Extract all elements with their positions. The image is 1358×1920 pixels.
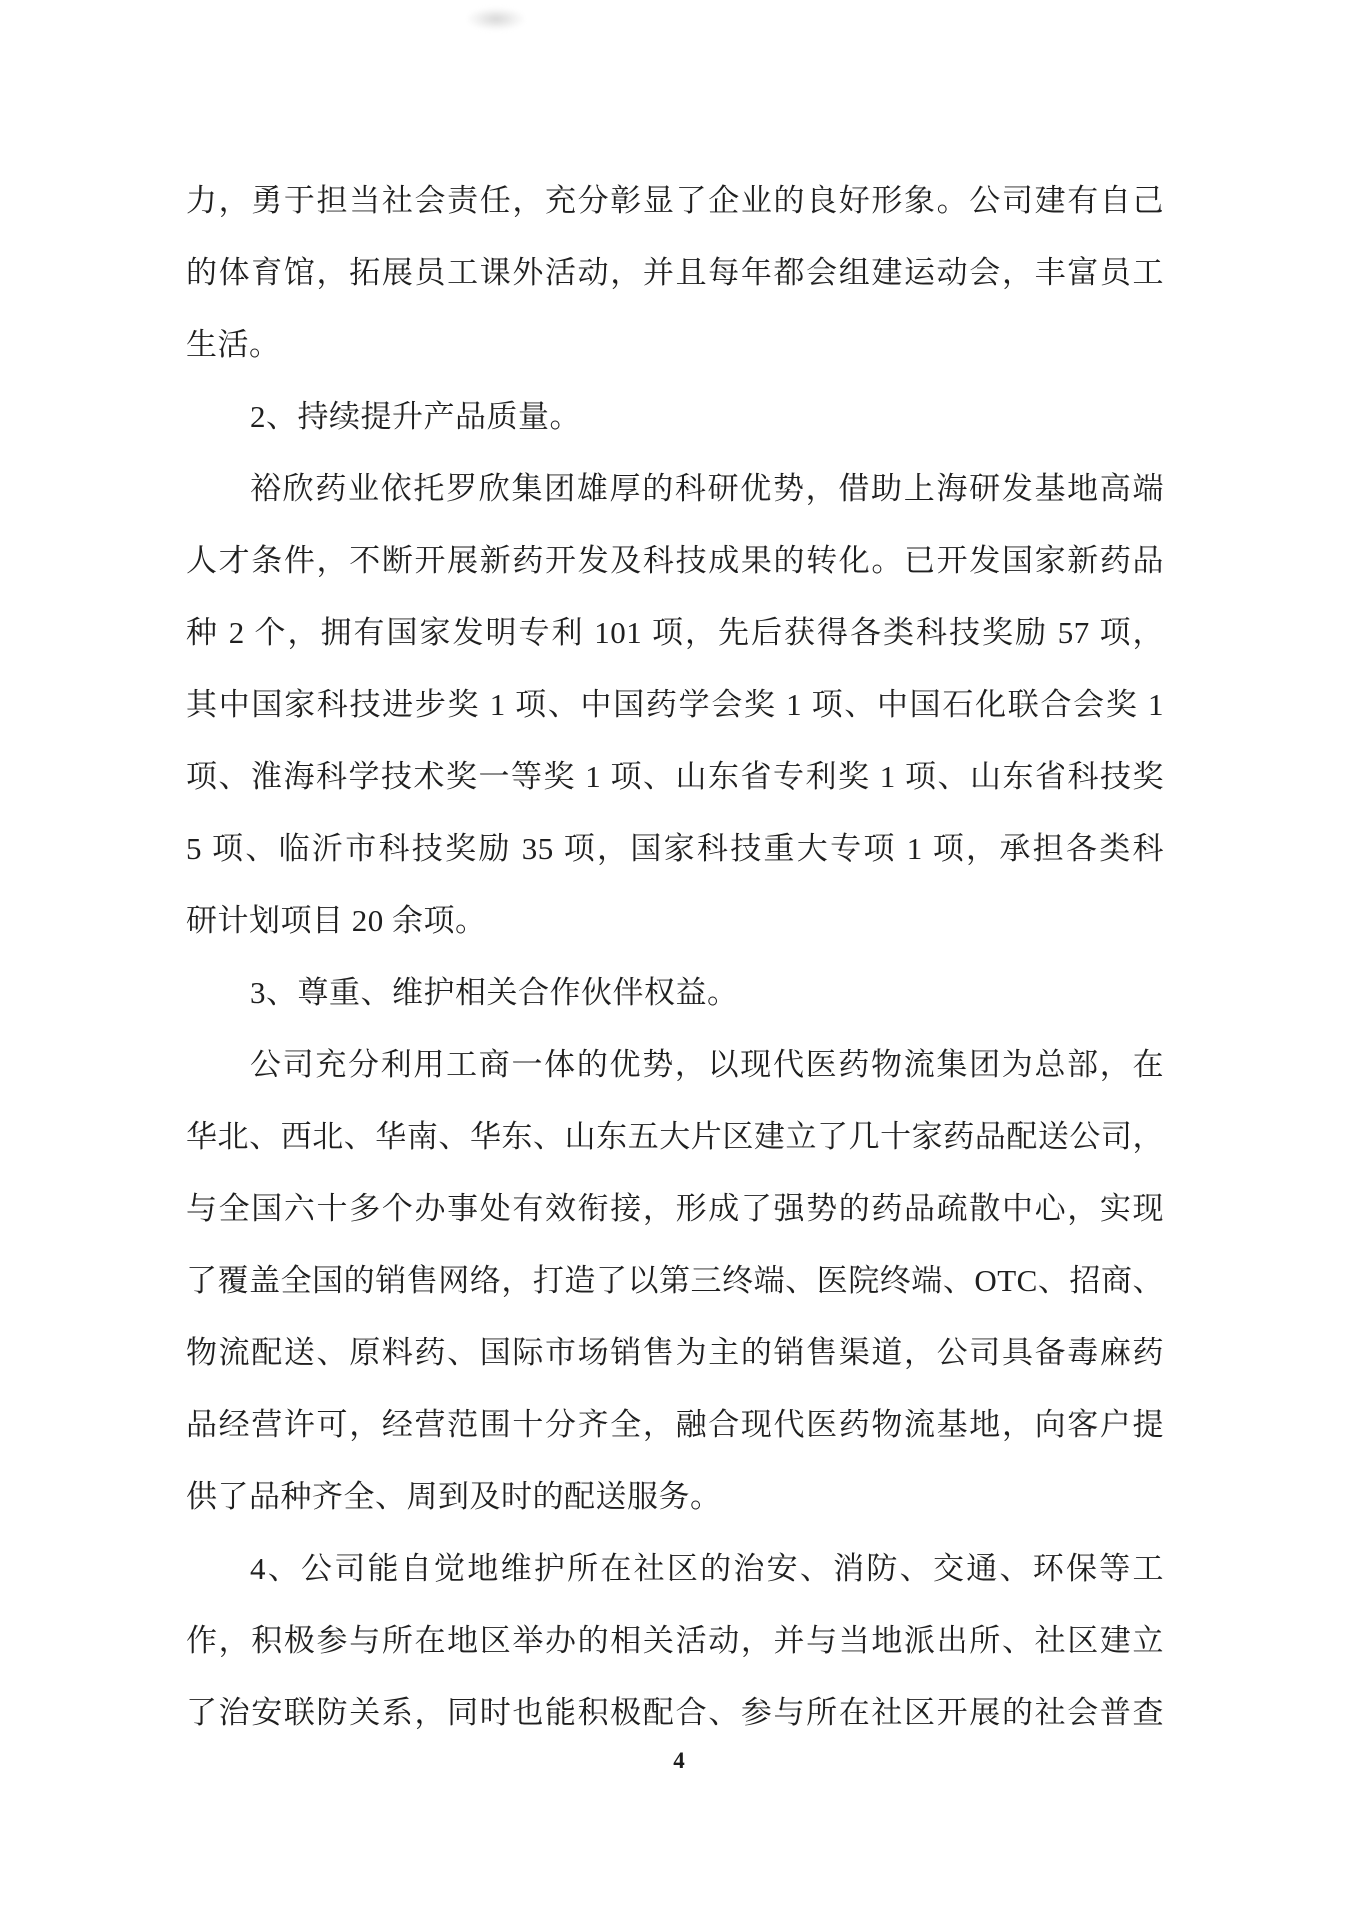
text-line: 物流配送、原料药、国际市场销售为主的销售渠道，公司具备毒麻药 [186, 1335, 1164, 1370]
page-footer [0, 1748, 1358, 1774]
text-line: 了治安联防关系，同时也能积极配合、参与所在社区开展的社会普查 [186, 1695, 1164, 1730]
document-body [186, 165, 1164, 1749]
text-line: 与全国六十多个办事处有效衔接，形成了强势的药品疏散中心，实现 [186, 1191, 1164, 1226]
text-line: 裕欣药业依托罗欣集团雄厚的科研优势，借助上海研发基地高端 [250, 471, 1164, 506]
text-line: 3、尊重、维护相关合作伙伴权益。 [250, 975, 739, 1010]
text-line: 其中国家科技进步奖 1 项、中国药学会奖 1 项、中国石化联合会奖 1 [186, 687, 1164, 722]
text-line: 供了品种齐全、周到及时的配送服务。 [186, 1479, 722, 1514]
text-line: 华北、西北、华南、华东、山东五大片区建立了几十家药品配送公司， [186, 1119, 1164, 1154]
text-line: 项、淮海科学技术奖一等奖 1 项、山东省专利奖 1 项、山东省科技奖 [186, 759, 1164, 794]
text-line: 人才条件，不断开展新药开发及科技成果的转化。已开发国家新药品 [186, 543, 1164, 578]
text-line: 生活。 [186, 327, 281, 362]
scan-artifact-smudge [468, 8, 524, 30]
text-line: 的体育馆，拓展员工课外活动，并且每年都会组建运动会，丰富员工 [186, 255, 1164, 290]
page-number: 4 [673, 1748, 685, 1773]
text-line: 了覆盖全国的销售网络，打造了以第三终端、医院终端、OTC、招商、 [186, 1263, 1164, 1298]
text-line: 公司充分利用工商一体的优势，以现代医药物流集团为总部，在 [250, 1047, 1164, 1082]
text-line: 种 2 个，拥有国家发明专利 101 项，先后获得各类科技奖励 57 项， [186, 615, 1164, 650]
text-line: 品经营许可，经营范围十分齐全，融合现代医药物流基地，向客户提 [186, 1407, 1164, 1442]
text-line: 5 项、临沂市科技奖励 35 项，国家科技重大专项 1 项，承担各类科 [186, 831, 1164, 866]
text-line: 作，积极参与所在地区举办的相关活动，并与当地派出所、社区建立 [186, 1623, 1164, 1658]
text-line: 2、持续提升产品质量。 [250, 399, 581, 434]
text-line: 力，勇于担当社会责任，充分彰显了企业的良好形象。公司建有自己 [186, 183, 1164, 218]
text-line: 4、公司能自觉地维护所在社区的治安、消防、交通、环保等工 [250, 1551, 1164, 1586]
text-line: 研计划项目 20 余项。 [186, 903, 487, 938]
